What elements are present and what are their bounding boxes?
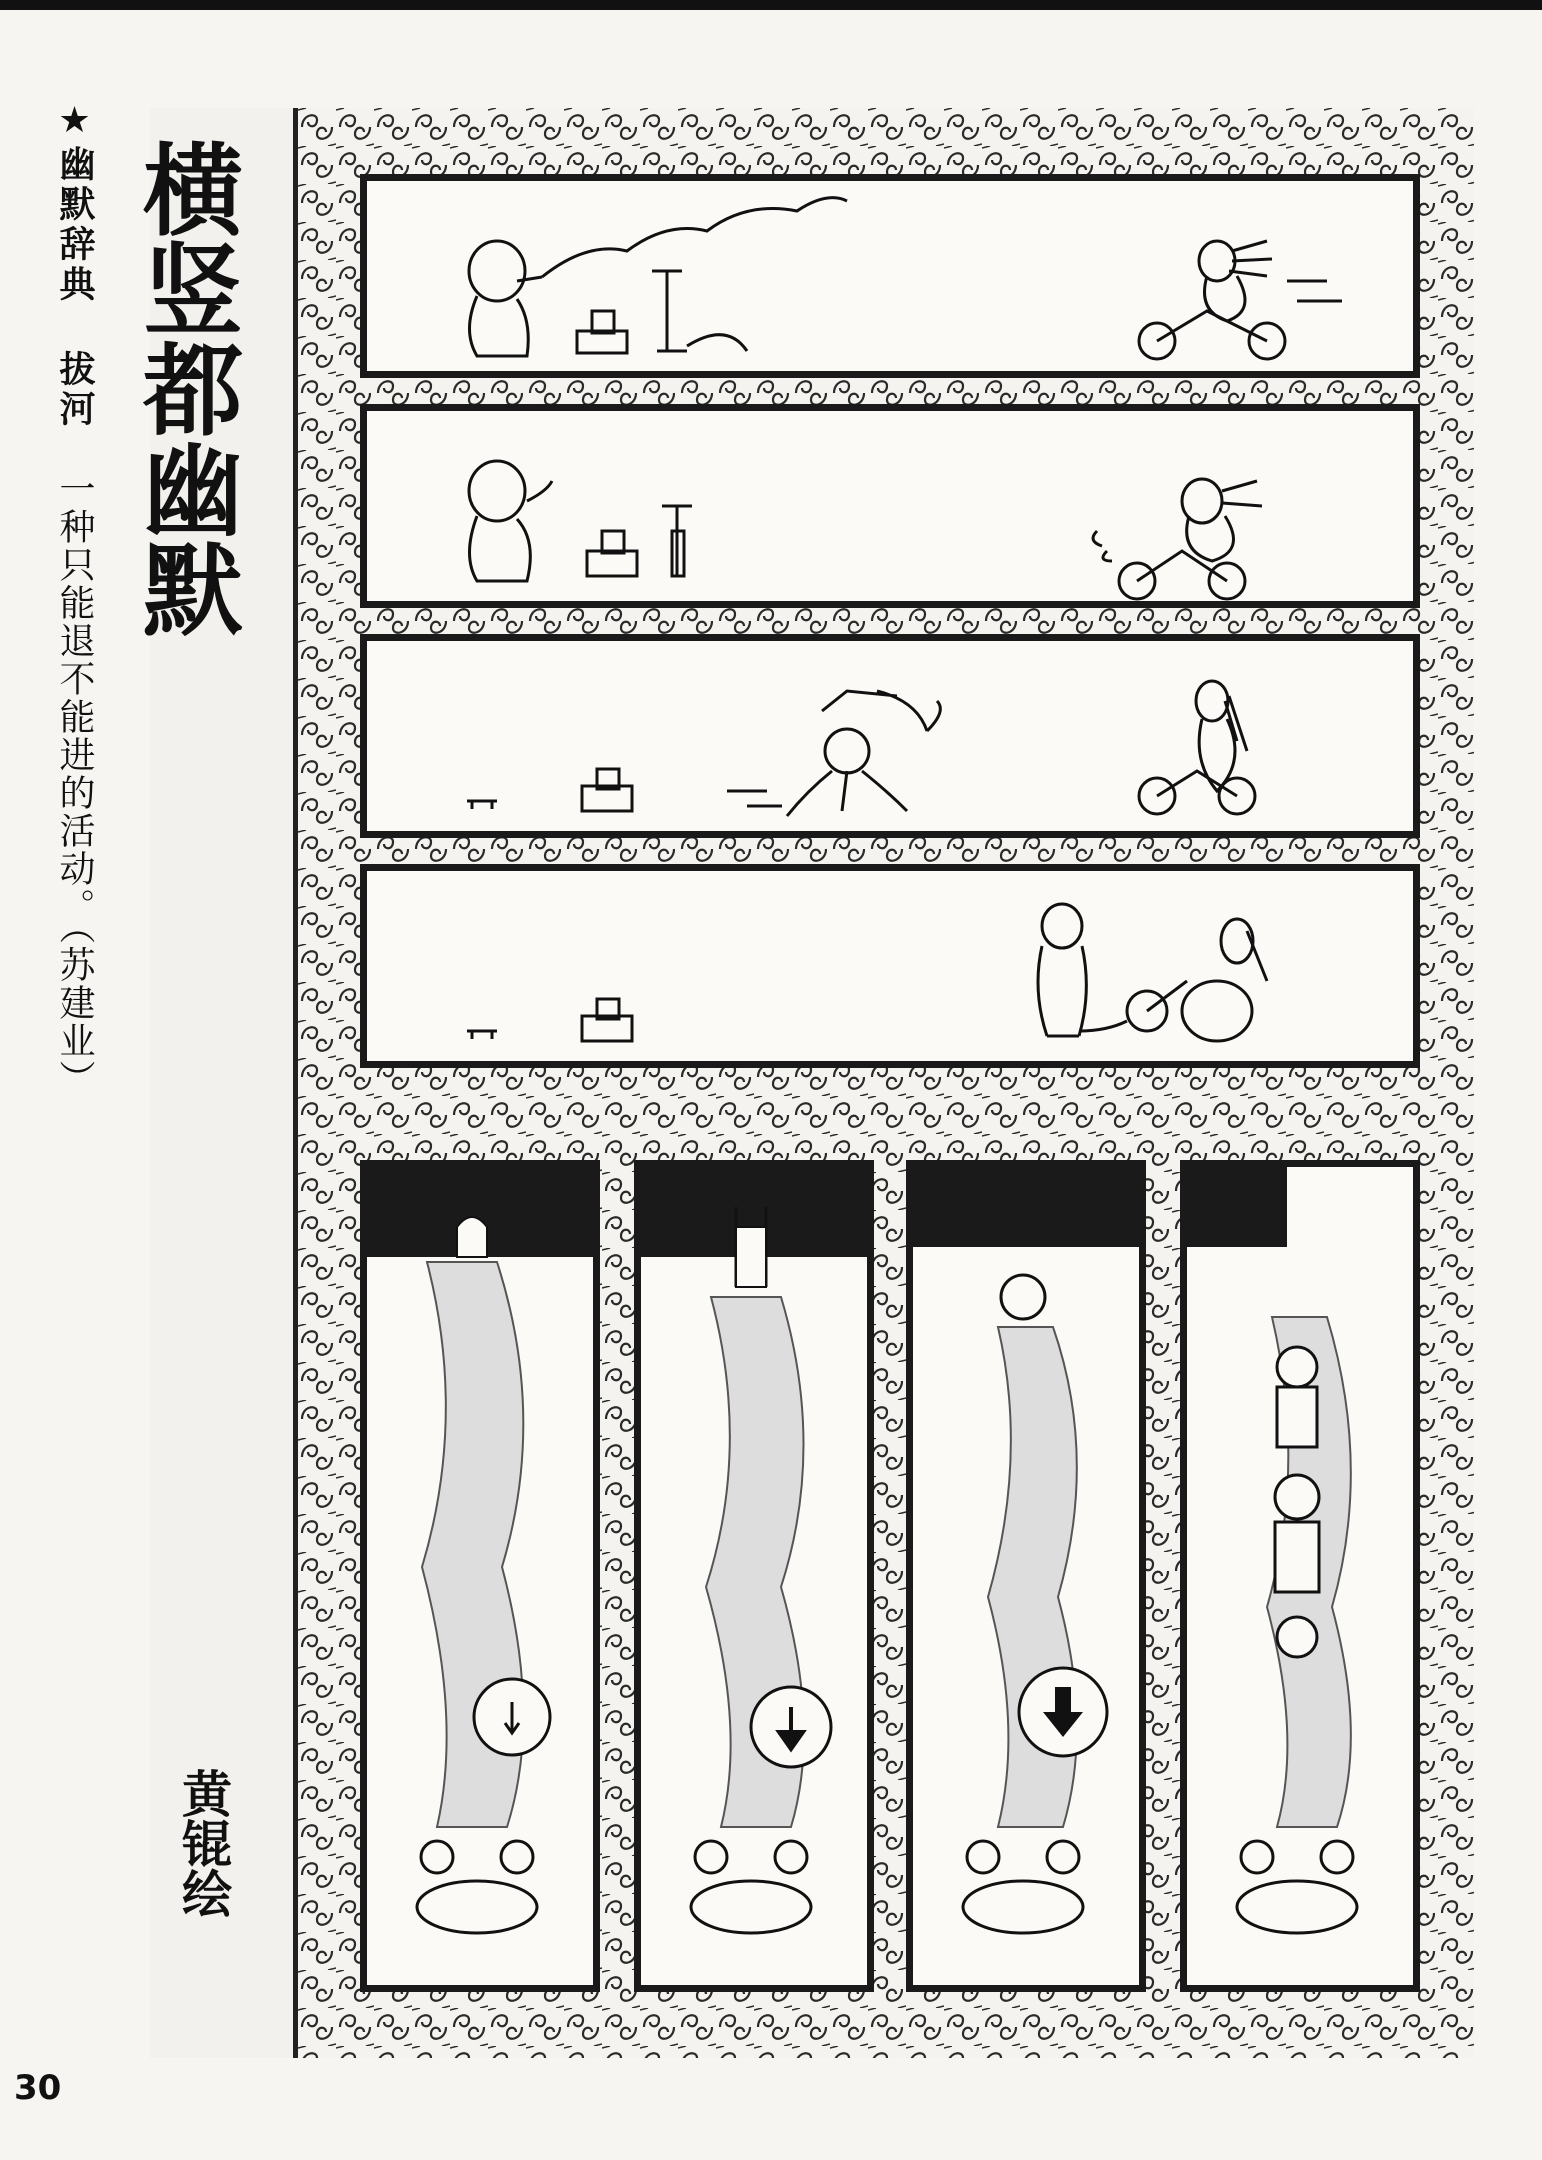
title-panel	[126, 108, 298, 2058]
vertical-panel-1	[360, 1160, 600, 1992]
panel-1-illustration	[367, 181, 1413, 371]
strip-panel-1	[360, 174, 1420, 378]
top-rule	[0, 0, 1542, 10]
strip-panel-3	[360, 634, 1420, 838]
entry-definition: 一种只能退不能进的活动。（苏建业）	[54, 470, 95, 1098]
panel-4-illustration	[367, 871, 1413, 1061]
vertical-panel-2	[634, 1160, 874, 1992]
vertical-panel-2-illustration	[641, 1167, 867, 1985]
vertical-panel-3	[906, 1160, 1146, 1992]
vertical-panel-1-illustration	[367, 1167, 593, 1985]
comic-author: 黄锟绘	[174, 1768, 232, 1918]
comic-title: 横竖都幽默	[126, 138, 244, 638]
page-number: 30	[14, 2068, 62, 2108]
strip-panel-2	[360, 404, 1420, 608]
entry-heading: ★幽默辞典 拔河	[54, 100, 95, 430]
panel-3-illustration	[367, 641, 1413, 831]
vertical-panel-4	[1180, 1160, 1420, 1992]
panel-2-illustration	[367, 411, 1413, 601]
vertical-panel-3-illustration	[913, 1167, 1139, 1985]
vertical-panel-4-illustration	[1187, 1167, 1413, 1985]
strip-panel-4	[360, 864, 1420, 1068]
